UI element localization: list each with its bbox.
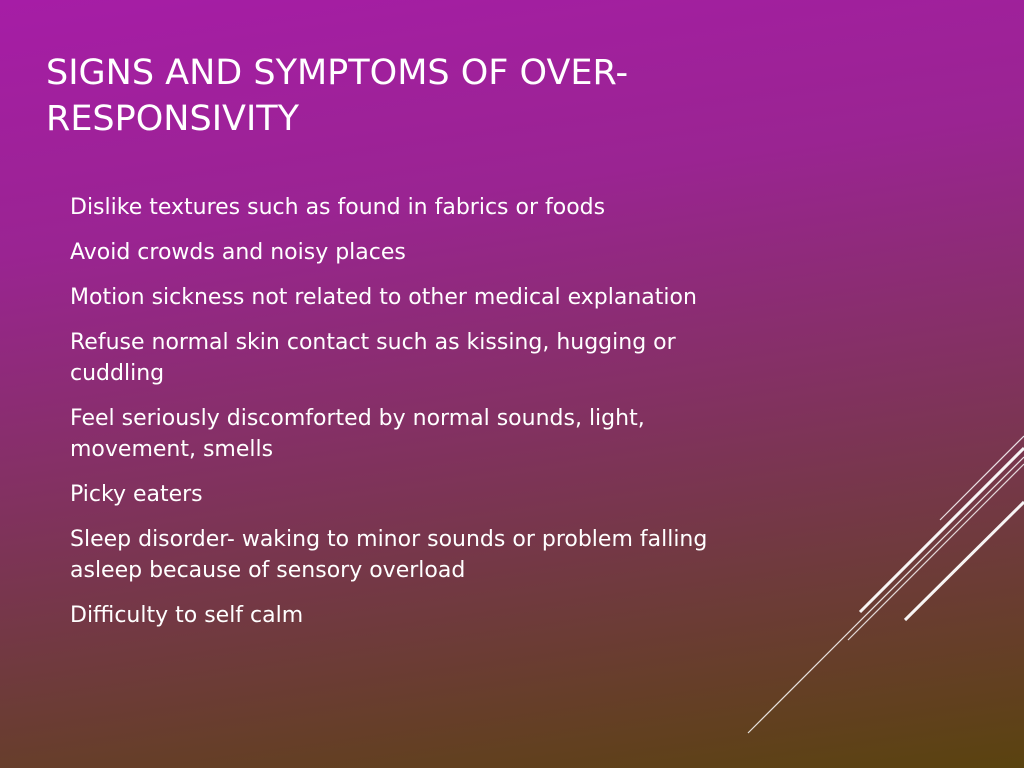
decorative-line — [848, 464, 1024, 640]
bullet-item: Difficulty to self calm — [70, 603, 304, 628]
decorative-line — [905, 502, 1024, 620]
decorative-line — [748, 457, 1024, 733]
decorative-line — [860, 448, 1024, 612]
bullet-item: Feel seriously discomforted by normal sounds, light, movement, smells — [70, 406, 645, 462]
bullet-list — [70, 192, 770, 645]
bullet-item: Dislike textures such as found in fabrics or foods — [70, 195, 606, 220]
bullet-item: Motion sickness not related to other medical explanation — [70, 285, 697, 310]
bullet-item: Avoid crowds and noisy places — [70, 240, 406, 265]
slide-title: SIGNS AND SYMPTOMS OF OVER-RESPONSIVITY — [46, 53, 629, 139]
bullet-item: Refuse normal skin contact such as kissing, hugging or cuddling — [70, 330, 676, 386]
bullet-item: Sleep disorder- waking to minor sounds or problem falling asleep because of sensory overload — [70, 527, 708, 583]
bullet-item: Picky eaters — [70, 482, 203, 507]
decorative-line — [940, 436, 1024, 520]
